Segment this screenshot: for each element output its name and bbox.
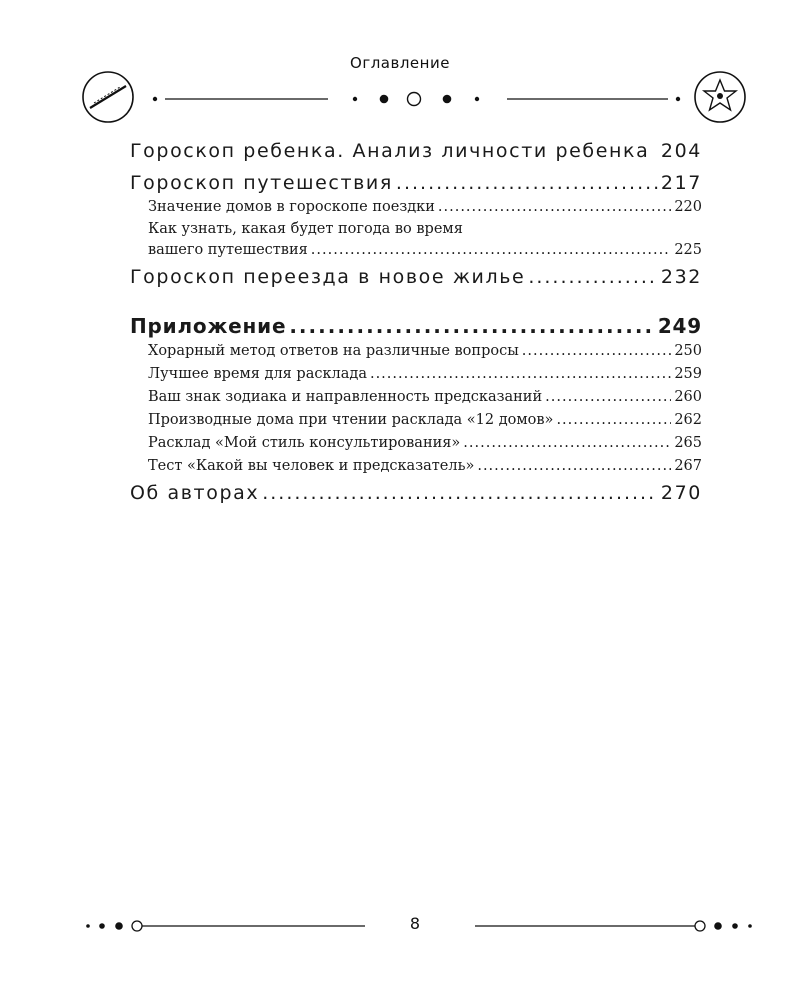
toc-entry-title: Расклад «Мой стиль консультирования» [148,435,461,451]
toc-leader [545,389,671,405]
toc-entry-page: 249 [657,314,702,338]
toc-entry-title: Значение домов в гороскопе поездки [148,199,435,215]
toc-leader [370,366,671,382]
toc-entry-title: Приложение [130,314,287,338]
toc-entry[interactable] [130,482,702,504]
header-center-dots [353,93,479,106]
toc-entry-title: Ваш знак зодиака и направленность предсказаний [148,389,543,405]
toc-subentry[interactable] [148,435,702,451]
toc-entry-page: 232 [660,266,702,288]
page-header-title: Оглавление [350,54,450,72]
toc-leader [396,172,658,194]
toc-entry[interactable] [130,140,702,162]
toc-entry-page: 267 [674,458,702,474]
toc-entry-page: 220 [674,199,702,215]
toc-entry-page: 259 [674,366,702,382]
toc-entry-title: Об авторах [130,482,260,504]
star-emblem-icon [695,72,745,122]
toc-leader [522,343,672,359]
toc-entry[interactable] [130,172,702,194]
page-number: 8 [409,914,421,933]
toc-leader [438,199,671,215]
toc-leader [262,482,658,504]
toc-entry-page: 270 [660,482,702,504]
toc-leader [311,242,672,258]
toc-subentry[interactable] [148,412,702,428]
toc-subentry[interactable] [148,458,702,474]
header-right-divider [507,97,680,101]
toc-entry-page: 265 [674,435,702,451]
toc-entry[interactable] [130,266,702,288]
toc-entry-title: Тест «Какой вы человек и предсказатель» [148,458,475,474]
toc-entry-page: 260 [674,389,702,405]
toc-subentry[interactable] [148,199,702,215]
toc-subentry-line1[interactable]: Как узнать, какая будет погода во время [148,221,463,237]
toc-entry-title: Гороскоп переезда в новое жилье [130,266,526,288]
pen-emblem-icon [83,72,133,122]
toc-leader [463,435,671,451]
toc-leader [556,412,671,428]
toc-subentry[interactable] [148,366,702,382]
toc-entry-title: Гороскоп путешествия [130,172,393,194]
toc-entry-title: Производные дома при чтении расклада «12 домов» [148,412,554,428]
toc-entry-page: 217 [660,172,702,194]
toc-subentry[interactable] [148,242,702,258]
toc-entry-page: 250 [674,343,702,359]
toc-entry-title: Хорарный метод ответов на различные вопросы [148,343,519,359]
toc-entry-page: 225 [674,242,702,258]
toc-subentry[interactable] [148,343,702,359]
toc-entry-title: вашего путешествия [148,242,308,258]
toc-entry-title: Лучшее время для расклада [148,366,367,382]
header-left-divider [153,97,328,101]
toc-entry-page: 262 [674,412,702,428]
toc-entry-page: 204 [660,140,702,162]
toc-entry-title: Гороскоп ребенка. Анализ личности ребенка [130,140,650,162]
toc-entry[interactable] [130,314,702,338]
toc-leader [528,266,658,288]
toc-leader [289,314,655,338]
toc-subentry[interactable] [148,389,702,405]
toc-leader [477,458,671,474]
